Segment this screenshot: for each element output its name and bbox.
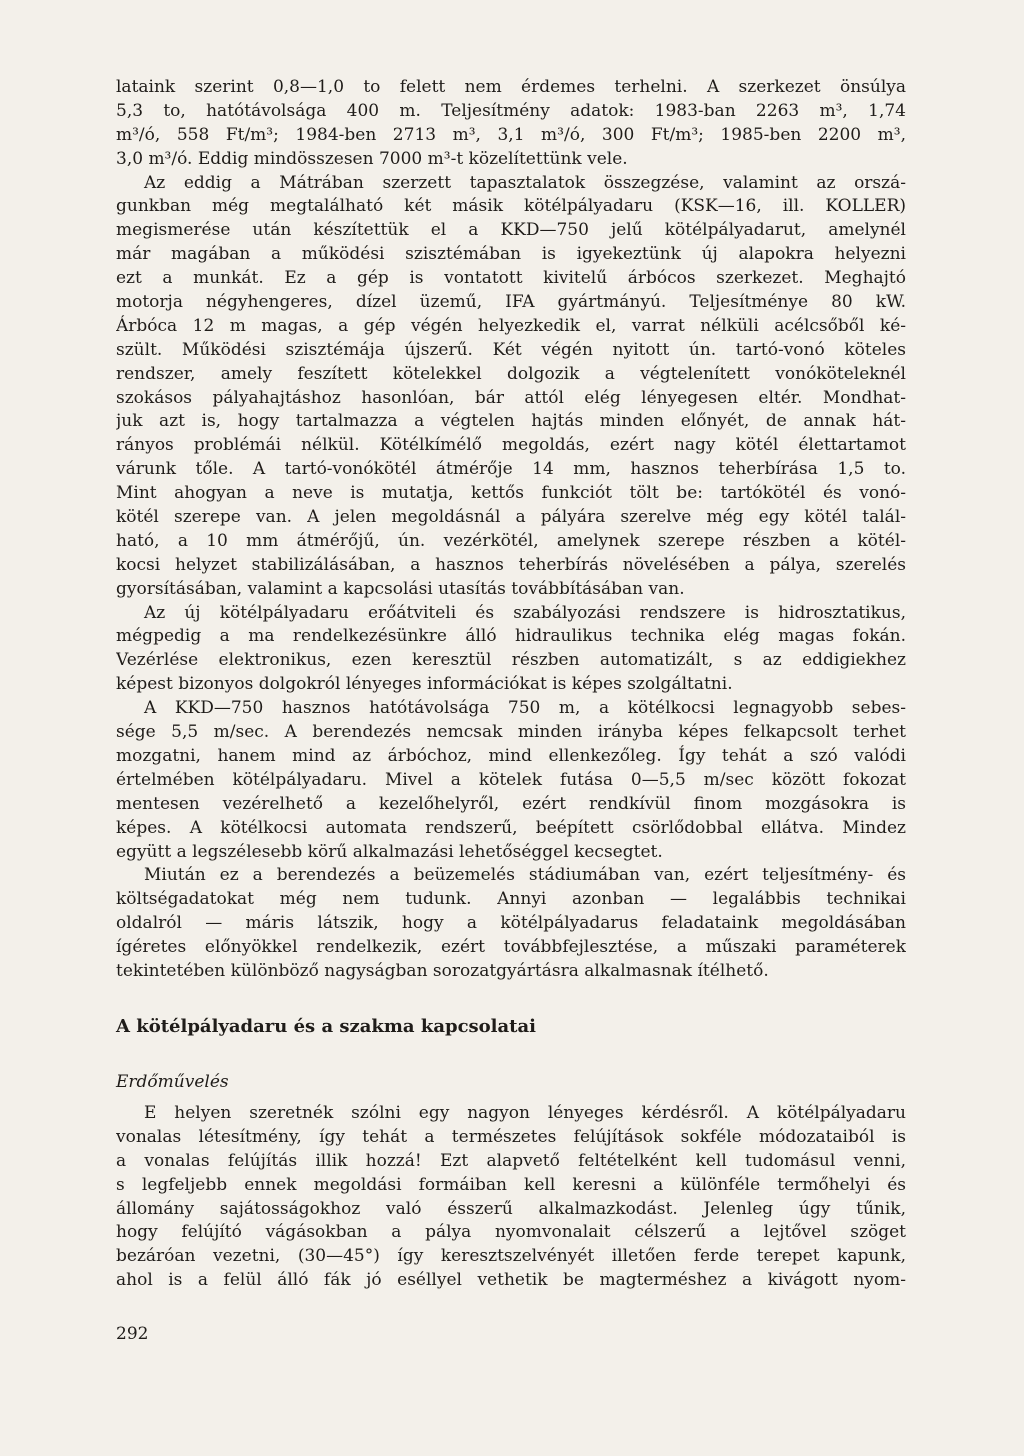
subsection-title: Erdőművelés [116, 1072, 229, 1092]
text-line: oldalról — máris látszik, hogy a kötélpályadarus feladataink megoldásában [116, 913, 906, 934]
text-line: s legfeljebb ennek megoldási formáiban kell keresni a különféle termőhelyi és [116, 1174, 906, 1195]
text-line: mentesen vezérelhető a kezelőhelyről, ezért rendkívül finom mozgásokra is [116, 793, 906, 814]
text-line: mozgatni, hanem mind az árbóchoz, mind ellenkezőleg. Így tehát a szó valódi [116, 745, 906, 766]
text-line: mégpedig a ma rendelkezésünkre álló hidraulikus technika elég magas fokán. [116, 626, 906, 647]
text-line: E helyen szeretnék szólni egy nagyon lényeges kérdésről. A kötélpályadaru [144, 1103, 906, 1123]
text-line: bezáróan vezetni, (30—45°) így keresztszelvényét illetően ferde terepet kapunk, [116, 1246, 906, 1267]
text-line: együtt a legszélesebb körű alkalmazási lehetőséggel kecsegtet. [116, 841, 663, 862]
text-line: kötél szerepe van. A jelen megoldásnál a pályára szerelve még egy kötél talál- [116, 507, 906, 528]
text-line: sége 5,5 m/sec. A berendezés nemcsak minden irányba képes felkapcsolt terhet [116, 722, 906, 743]
text-line: motorja négyhengeres, dízel üzemű, IFA gyártmányú. Teljesítménye 80 kW. [116, 292, 906, 313]
text-line: kocsi helyzet stabilizálásában, a hasznos teherbírás növelésében a pálya, szerelés [116, 554, 906, 575]
text-line: Árbóca 12 m magas, a gép végén helyezkedik el, varrat nélküli acélcsőből ké- [116, 315, 906, 336]
text-line: ható, a 10 mm átmérőjű, ún. vezérkötél, amelynek szerepe részben a kötél- [116, 530, 906, 551]
page-number: 292 [116, 1324, 149, 1344]
body-text-bottom [116, 1102, 906, 1293]
text-line: 5,3 to, hatótávolsága 400 m. Teljesítmény adatok: 1983-ban 2263 m³, 1,74 [116, 100, 906, 121]
text-line: A KKD—750 hasznos hatótávolsága 750 m, a kötélkocsi legnagyobb sebes- [144, 698, 906, 719]
text-line: Miután ez a berendezés a beüzemelés stádiumában van, ezért teljesítmény- és [144, 865, 906, 886]
text-line: hogy felújító vágásokban a pálya nyomvonalait célszerű a lejtővel szöget [116, 1222, 906, 1243]
text-line: a vonalas felújítás illik hozzá! Ezt alapvető feltételként kell tudomásul venni, [116, 1150, 906, 1171]
body-text-top [116, 76, 906, 984]
text-line: megismerése után készítettük el a KKD—750 jelű kötélpályadarut, amelynél [116, 220, 906, 241]
text-line: Mint ahogyan a neve is mutatja, kettős funkciót tölt be: tartókötél és vonó- [116, 483, 906, 504]
section-title: A kötélpályadaru és a szakma kapcsolatai [116, 1016, 536, 1037]
text-line: már magában a működési szisztémában is igyekeztünk új alapokra helyezni [116, 244, 906, 265]
text-line: rendszer, amely feszített kötelekkel dolgozik a végtelenített vonóköteleknél [116, 363, 906, 384]
text-line: gyorsításában, valamint a kapcsolási utasítás továbbításában van. [116, 578, 685, 599]
text-line: szült. Működési szisztémája újszerű. Két végén nyitott ún. tartó-vonó köteles [116, 339, 906, 360]
text-line: Vezérlése elektronikus, ezen keresztül részben automatizált, s az eddigiekhez [116, 650, 906, 671]
text-line: Az új kötélpályadaru erőátviteli és szabályozási rendszere is hidrosztatikus, [144, 602, 906, 623]
text-line: juk azt is, hogy tartalmazza a végtelen hajtás minden előnyét, de annak hát- [116, 411, 906, 432]
text-line: ezt a munkát. Ez a gép is vontatott kivitelű árbócos szerkezet. Meghajtó [116, 268, 906, 289]
text-line: állomány sajátosságokhoz való ésszerű alkalmazkodást. Jelenleg úgy tűnik, [116, 1198, 906, 1219]
text-line: várunk tőle. A tartó-vonókötél átmérője 14 mm, hasznos teherbírása 1,5 to. [116, 459, 906, 480]
text-line: költségadatokat még nem tudunk. Annyi azonban — legalábbis technikai [116, 889, 906, 910]
text-line: rányos problémái nélkül. Kötélkímélő megoldás, ezért nagy kötél élettartamot [116, 435, 906, 456]
text-line: szokásos pályahajtáshoz hasonlóan, bár attól elég lényegesen eltér. Mondhat- [116, 387, 906, 408]
text-line: lataink szerint 0,8—1,0 to felett nem érdemes terhelni. A szerkezet önsúlya [116, 77, 906, 97]
text-line: ahol is a felül álló fák jó eséllyel vethetik be magterméshez a kivágott nyom- [116, 1270, 906, 1291]
text-line: képes. A kötélkocsi automata rendszerű, beépített csörlődobbal ellátva. Mindez [116, 817, 906, 838]
text-line: értelmében kötélpályadaru. Mivel a kötelek futása 0—5,5 m/sec között fokozat [116, 769, 906, 790]
text-line: 3,0 m³/ó. Eddig mindösszesen 7000 m³-t közelítettünk vele. [116, 148, 628, 169]
text-line: vonalas létesítmény, így tehát a természetes felújítások sokféle módozataiból is [116, 1126, 906, 1147]
text-line: Az eddig a Mátrában szerzett tapasztalatok összegzése, valamint az orszá- [144, 172, 906, 193]
text-line: ígéretes előnyökkel rendelkezik, ezért továbbfejlesztése, a műszaki paraméterek [116, 937, 906, 958]
text-line: m³/ó, 558 Ft/m³; 1984-ben 2713 m³, 3,1 m³/ó, 300 Ft/m³; 1985-ben 2200 m³, [116, 124, 906, 145]
text-line: tekintetében különböző nagyságban sorozatgyártásra alkalmasnak ítélhető. [116, 960, 769, 981]
text-line: gunkban még megtalálható két másik kötélpályadaru (KSK—16, ill. KOLLER) [116, 196, 906, 217]
text-line: képest bizonyos dolgokról lényeges információkat is képes szolgáltatni. [116, 674, 733, 695]
